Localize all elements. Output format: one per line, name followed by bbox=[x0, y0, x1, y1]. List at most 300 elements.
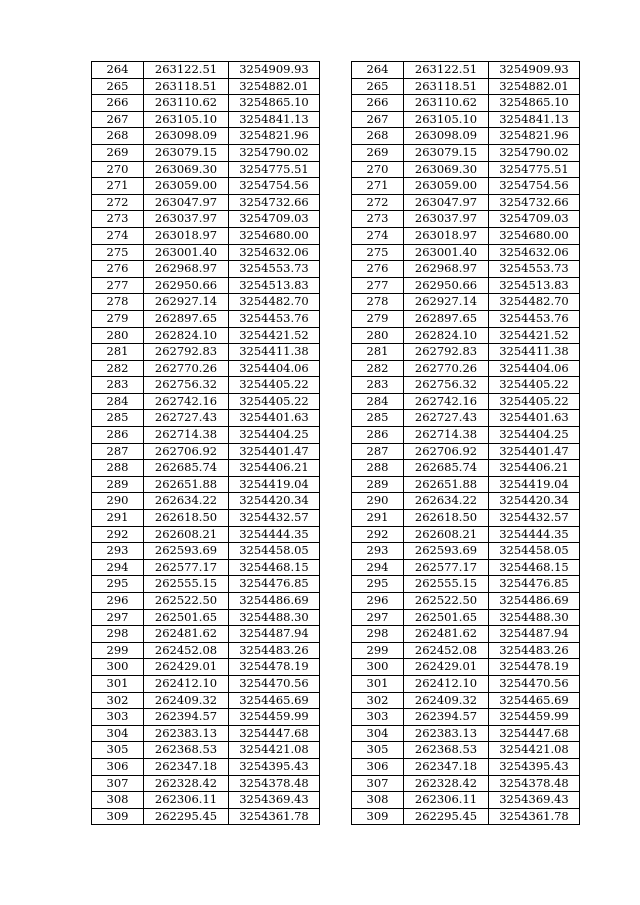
table-row bbox=[352, 593, 580, 610]
table-row bbox=[352, 559, 580, 576]
point-number-cell: 296 bbox=[92, 593, 144, 610]
point-number-cell: 302 bbox=[92, 692, 144, 709]
x-coordinate-cell: 263018.97 bbox=[144, 227, 229, 244]
x-coordinate-cell: 262792.83 bbox=[404, 344, 489, 361]
table-row bbox=[352, 194, 580, 211]
table-row bbox=[352, 626, 580, 643]
point-number-cell: 292 bbox=[92, 526, 144, 543]
table-row bbox=[92, 111, 320, 128]
x-coordinate-cell: 262608.21 bbox=[144, 526, 229, 543]
table-row bbox=[92, 327, 320, 344]
point-number-cell: 301 bbox=[352, 675, 404, 692]
table-row bbox=[92, 443, 320, 460]
y-coordinate-cell: 3254470.56 bbox=[229, 675, 320, 692]
table-row bbox=[352, 427, 580, 444]
point-number-cell: 290 bbox=[92, 493, 144, 510]
point-number-cell: 281 bbox=[352, 344, 404, 361]
point-number-cell: 266 bbox=[92, 95, 144, 112]
table-row bbox=[352, 476, 580, 493]
x-coordinate-cell: 262429.01 bbox=[404, 659, 489, 676]
point-number-cell: 293 bbox=[92, 543, 144, 560]
x-coordinate-cell: 262792.83 bbox=[144, 344, 229, 361]
x-coordinate-cell: 262383.13 bbox=[144, 725, 229, 742]
x-coordinate-cell: 262897.65 bbox=[404, 310, 489, 327]
table-row bbox=[92, 559, 320, 576]
table-row bbox=[92, 758, 320, 775]
x-coordinate-cell: 262295.45 bbox=[404, 808, 489, 825]
y-coordinate-cell: 3254553.73 bbox=[229, 261, 320, 278]
table-row bbox=[352, 161, 580, 178]
x-coordinate-cell: 262706.92 bbox=[144, 443, 229, 460]
x-coordinate-cell: 262306.11 bbox=[404, 792, 489, 809]
point-number-cell: 283 bbox=[92, 377, 144, 394]
y-coordinate-cell: 3254754.56 bbox=[489, 178, 580, 195]
table-row bbox=[352, 460, 580, 477]
table-row bbox=[92, 725, 320, 742]
table-row bbox=[352, 742, 580, 759]
point-number-cell: 284 bbox=[352, 393, 404, 410]
x-coordinate-cell: 263079.15 bbox=[404, 144, 489, 161]
table-row bbox=[352, 144, 580, 161]
point-number-cell: 287 bbox=[352, 443, 404, 460]
point-number-cell: 279 bbox=[92, 310, 144, 327]
y-coordinate-cell: 3254465.69 bbox=[489, 692, 580, 709]
point-number-cell: 298 bbox=[352, 626, 404, 643]
x-coordinate-cell: 262429.01 bbox=[144, 659, 229, 676]
x-coordinate-cell: 262618.50 bbox=[144, 510, 229, 527]
y-coordinate-cell: 3254865.10 bbox=[229, 95, 320, 112]
y-coordinate-cell: 3254487.94 bbox=[489, 626, 580, 643]
point-number-cell: 285 bbox=[352, 410, 404, 427]
table-row bbox=[352, 758, 580, 775]
point-number-cell: 300 bbox=[352, 659, 404, 676]
point-number-cell: 287 bbox=[92, 443, 144, 460]
coordinate-table-right-body bbox=[352, 62, 580, 825]
table-row bbox=[92, 808, 320, 825]
x-coordinate-cell: 262593.69 bbox=[404, 543, 489, 560]
point-number-cell: 309 bbox=[92, 808, 144, 825]
x-coordinate-cell: 263047.97 bbox=[404, 194, 489, 211]
x-coordinate-cell: 262412.10 bbox=[404, 675, 489, 692]
point-number-cell: 301 bbox=[92, 675, 144, 692]
y-coordinate-cell: 3254401.47 bbox=[489, 443, 580, 460]
x-coordinate-cell: 262368.53 bbox=[404, 742, 489, 759]
x-coordinate-cell: 262634.22 bbox=[144, 493, 229, 510]
point-number-cell: 278 bbox=[352, 294, 404, 311]
y-coordinate-cell: 3254775.51 bbox=[489, 161, 580, 178]
point-number-cell: 309 bbox=[352, 808, 404, 825]
x-coordinate-cell: 263079.15 bbox=[144, 144, 229, 161]
point-number-cell: 308 bbox=[92, 792, 144, 809]
table-row bbox=[352, 62, 580, 79]
x-coordinate-cell: 262383.13 bbox=[404, 725, 489, 742]
y-coordinate-cell: 3254458.05 bbox=[229, 543, 320, 560]
point-number-cell: 305 bbox=[92, 742, 144, 759]
y-coordinate-cell: 3254411.38 bbox=[229, 344, 320, 361]
x-coordinate-cell: 262706.92 bbox=[404, 443, 489, 460]
y-coordinate-cell: 3254470.56 bbox=[489, 675, 580, 692]
y-coordinate-cell: 3254378.48 bbox=[489, 775, 580, 792]
point-number-cell: 272 bbox=[352, 194, 404, 211]
table-row bbox=[352, 111, 580, 128]
x-coordinate-cell: 262452.08 bbox=[144, 642, 229, 659]
x-coordinate-cell: 263059.00 bbox=[144, 178, 229, 195]
table-row bbox=[352, 808, 580, 825]
x-coordinate-cell: 263001.40 bbox=[144, 244, 229, 261]
x-coordinate-cell: 263118.51 bbox=[144, 78, 229, 95]
y-coordinate-cell: 3254865.10 bbox=[489, 95, 580, 112]
point-number-cell: 300 bbox=[92, 659, 144, 676]
y-coordinate-cell: 3254419.04 bbox=[489, 476, 580, 493]
point-number-cell: 275 bbox=[92, 244, 144, 261]
table-row bbox=[352, 244, 580, 261]
x-coordinate-cell: 263110.62 bbox=[144, 95, 229, 112]
y-coordinate-cell: 3254447.68 bbox=[229, 725, 320, 742]
table-row bbox=[92, 294, 320, 311]
x-coordinate-cell: 262347.18 bbox=[404, 758, 489, 775]
y-coordinate-cell: 3254632.06 bbox=[489, 244, 580, 261]
y-coordinate-cell: 3254909.93 bbox=[489, 62, 580, 79]
point-number-cell: 274 bbox=[92, 227, 144, 244]
x-coordinate-cell: 262968.97 bbox=[144, 261, 229, 278]
y-coordinate-cell: 3254821.96 bbox=[489, 128, 580, 145]
y-coordinate-cell: 3254486.69 bbox=[489, 593, 580, 610]
point-number-cell: 290 bbox=[352, 493, 404, 510]
x-coordinate-cell: 262756.32 bbox=[404, 377, 489, 394]
point-number-cell: 291 bbox=[92, 510, 144, 527]
y-coordinate-cell: 3254401.47 bbox=[229, 443, 320, 460]
point-number-cell: 297 bbox=[352, 609, 404, 626]
y-coordinate-cell: 3254405.22 bbox=[229, 377, 320, 394]
point-number-cell: 265 bbox=[352, 78, 404, 95]
y-coordinate-cell: 3254405.22 bbox=[229, 393, 320, 410]
table-row bbox=[92, 675, 320, 692]
y-coordinate-cell: 3254468.15 bbox=[489, 559, 580, 576]
x-coordinate-cell: 262897.65 bbox=[144, 310, 229, 327]
y-coordinate-cell: 3254709.03 bbox=[229, 211, 320, 228]
point-number-cell: 292 bbox=[352, 526, 404, 543]
point-number-cell: 282 bbox=[352, 360, 404, 377]
y-coordinate-cell: 3254680.00 bbox=[229, 227, 320, 244]
point-number-cell: 306 bbox=[92, 758, 144, 775]
point-number-cell: 284 bbox=[92, 393, 144, 410]
table-row bbox=[92, 593, 320, 610]
x-coordinate-cell: 262714.38 bbox=[404, 427, 489, 444]
y-coordinate-cell: 3254447.68 bbox=[489, 725, 580, 742]
y-coordinate-cell: 3254405.22 bbox=[489, 393, 580, 410]
x-coordinate-cell: 262295.45 bbox=[144, 808, 229, 825]
point-number-cell: 304 bbox=[92, 725, 144, 742]
y-coordinate-cell: 3254487.94 bbox=[229, 626, 320, 643]
y-coordinate-cell: 3254369.43 bbox=[229, 792, 320, 809]
table-row bbox=[352, 294, 580, 311]
point-number-cell: 298 bbox=[92, 626, 144, 643]
x-coordinate-cell: 262555.15 bbox=[144, 576, 229, 593]
table-row bbox=[352, 360, 580, 377]
y-coordinate-cell: 3254432.57 bbox=[489, 510, 580, 527]
point-number-cell: 267 bbox=[92, 111, 144, 128]
y-coordinate-cell: 3254483.26 bbox=[489, 642, 580, 659]
y-coordinate-cell: 3254882.01 bbox=[229, 78, 320, 95]
x-coordinate-cell: 263069.30 bbox=[404, 161, 489, 178]
x-coordinate-cell: 262927.14 bbox=[404, 294, 489, 311]
y-coordinate-cell: 3254483.26 bbox=[229, 642, 320, 659]
point-number-cell: 279 bbox=[352, 310, 404, 327]
point-number-cell: 269 bbox=[92, 144, 144, 161]
point-number-cell: 271 bbox=[352, 178, 404, 195]
table-row bbox=[92, 576, 320, 593]
y-coordinate-cell: 3254680.00 bbox=[489, 227, 580, 244]
point-number-cell: 281 bbox=[92, 344, 144, 361]
table-row bbox=[352, 261, 580, 278]
point-number-cell: 288 bbox=[92, 460, 144, 477]
point-number-cell: 294 bbox=[92, 559, 144, 576]
table-row bbox=[352, 178, 580, 195]
y-coordinate-cell: 3254841.13 bbox=[229, 111, 320, 128]
x-coordinate-cell: 263122.51 bbox=[144, 62, 229, 79]
table-row bbox=[352, 310, 580, 327]
table-row bbox=[352, 377, 580, 394]
x-coordinate-cell: 263110.62 bbox=[404, 95, 489, 112]
y-coordinate-cell: 3254732.66 bbox=[229, 194, 320, 211]
y-coordinate-cell: 3254841.13 bbox=[489, 111, 580, 128]
point-number-cell: 289 bbox=[352, 476, 404, 493]
x-coordinate-cell: 262651.88 bbox=[404, 476, 489, 493]
table-row bbox=[92, 709, 320, 726]
point-number-cell: 283 bbox=[352, 377, 404, 394]
table-row bbox=[92, 161, 320, 178]
point-number-cell: 305 bbox=[352, 742, 404, 759]
y-coordinate-cell: 3254458.05 bbox=[489, 543, 580, 560]
x-coordinate-cell: 262328.42 bbox=[144, 775, 229, 792]
y-coordinate-cell: 3254882.01 bbox=[489, 78, 580, 95]
y-coordinate-cell: 3254406.21 bbox=[229, 460, 320, 477]
point-number-cell: 264 bbox=[92, 62, 144, 79]
x-coordinate-cell: 262412.10 bbox=[144, 675, 229, 692]
table-row bbox=[352, 543, 580, 560]
x-coordinate-cell: 262409.32 bbox=[404, 692, 489, 709]
table-row bbox=[92, 427, 320, 444]
point-number-cell: 295 bbox=[92, 576, 144, 593]
point-number-cell: 267 bbox=[352, 111, 404, 128]
y-coordinate-cell: 3254478.19 bbox=[229, 659, 320, 676]
y-coordinate-cell: 3254465.69 bbox=[229, 692, 320, 709]
point-number-cell: 276 bbox=[352, 261, 404, 278]
y-coordinate-cell: 3254790.02 bbox=[229, 144, 320, 161]
y-coordinate-cell: 3254378.48 bbox=[229, 775, 320, 792]
y-coordinate-cell: 3254488.30 bbox=[489, 609, 580, 626]
point-number-cell: 295 bbox=[352, 576, 404, 593]
table-row bbox=[352, 443, 580, 460]
x-coordinate-cell: 262306.11 bbox=[144, 792, 229, 809]
x-coordinate-cell: 262770.26 bbox=[144, 360, 229, 377]
point-number-cell: 307 bbox=[92, 775, 144, 792]
table-row bbox=[92, 609, 320, 626]
y-coordinate-cell: 3254401.63 bbox=[489, 410, 580, 427]
x-coordinate-cell: 262824.10 bbox=[144, 327, 229, 344]
y-coordinate-cell: 3254453.76 bbox=[489, 310, 580, 327]
point-number-cell: 294 bbox=[352, 559, 404, 576]
x-coordinate-cell: 263037.97 bbox=[404, 211, 489, 228]
table-row bbox=[92, 526, 320, 543]
x-coordinate-cell: 262555.15 bbox=[404, 576, 489, 593]
table-row bbox=[352, 576, 580, 593]
point-number-cell: 299 bbox=[92, 642, 144, 659]
point-number-cell: 289 bbox=[92, 476, 144, 493]
table-row bbox=[92, 144, 320, 161]
table-row bbox=[352, 128, 580, 145]
table-row bbox=[92, 344, 320, 361]
point-number-cell: 306 bbox=[352, 758, 404, 775]
point-number-cell: 296 bbox=[352, 593, 404, 610]
x-coordinate-cell: 263122.51 bbox=[404, 62, 489, 79]
y-coordinate-cell: 3254459.99 bbox=[489, 709, 580, 726]
table-row bbox=[92, 178, 320, 195]
table-row bbox=[92, 626, 320, 643]
y-coordinate-cell: 3254406.21 bbox=[489, 460, 580, 477]
y-coordinate-cell: 3254420.34 bbox=[489, 493, 580, 510]
y-coordinate-cell: 3254513.83 bbox=[489, 277, 580, 294]
x-coordinate-cell: 263018.97 bbox=[404, 227, 489, 244]
point-number-cell: 268 bbox=[92, 128, 144, 145]
x-coordinate-cell: 262727.43 bbox=[144, 410, 229, 427]
point-number-cell: 280 bbox=[92, 327, 144, 344]
point-number-cell: 278 bbox=[92, 294, 144, 311]
y-coordinate-cell: 3254421.52 bbox=[489, 327, 580, 344]
x-coordinate-cell: 262634.22 bbox=[404, 493, 489, 510]
x-coordinate-cell: 262577.17 bbox=[404, 559, 489, 576]
table-row bbox=[352, 526, 580, 543]
point-number-cell: 293 bbox=[352, 543, 404, 560]
point-number-cell: 273 bbox=[352, 211, 404, 228]
table-row bbox=[92, 211, 320, 228]
table-row bbox=[92, 792, 320, 809]
y-coordinate-cell: 3254421.52 bbox=[229, 327, 320, 344]
point-number-cell: 265 bbox=[92, 78, 144, 95]
point-number-cell: 286 bbox=[92, 427, 144, 444]
table-row bbox=[92, 78, 320, 95]
y-coordinate-cell: 3254476.85 bbox=[489, 576, 580, 593]
table-row bbox=[352, 725, 580, 742]
x-coordinate-cell: 262501.65 bbox=[144, 609, 229, 626]
table-row bbox=[92, 393, 320, 410]
x-coordinate-cell: 262452.08 bbox=[404, 642, 489, 659]
x-coordinate-cell: 263037.97 bbox=[144, 211, 229, 228]
table-row bbox=[92, 642, 320, 659]
table-row bbox=[352, 344, 580, 361]
y-coordinate-cell: 3254482.70 bbox=[229, 294, 320, 311]
table-row bbox=[92, 659, 320, 676]
x-coordinate-cell: 262651.88 bbox=[144, 476, 229, 493]
x-coordinate-cell: 262685.74 bbox=[404, 460, 489, 477]
table-row bbox=[92, 493, 320, 510]
x-coordinate-cell: 262950.66 bbox=[404, 277, 489, 294]
table-row bbox=[352, 227, 580, 244]
table-row bbox=[92, 775, 320, 792]
x-coordinate-cell: 263105.10 bbox=[144, 111, 229, 128]
table-row bbox=[352, 675, 580, 692]
table-row bbox=[92, 310, 320, 327]
point-number-cell: 308 bbox=[352, 792, 404, 809]
table-row bbox=[352, 609, 580, 626]
y-coordinate-cell: 3254790.02 bbox=[489, 144, 580, 161]
point-number-cell: 282 bbox=[92, 360, 144, 377]
y-coordinate-cell: 3254453.76 bbox=[229, 310, 320, 327]
x-coordinate-cell: 262685.74 bbox=[144, 460, 229, 477]
y-coordinate-cell: 3254488.30 bbox=[229, 609, 320, 626]
x-coordinate-cell: 262770.26 bbox=[404, 360, 489, 377]
x-coordinate-cell: 262328.42 bbox=[404, 775, 489, 792]
table-row bbox=[92, 460, 320, 477]
table-row bbox=[92, 476, 320, 493]
x-coordinate-cell: 263047.97 bbox=[144, 194, 229, 211]
y-coordinate-cell: 3254404.25 bbox=[229, 427, 320, 444]
x-coordinate-cell: 263098.09 bbox=[404, 128, 489, 145]
coordinate-table-left bbox=[91, 61, 320, 825]
y-coordinate-cell: 3254468.15 bbox=[229, 559, 320, 576]
point-number-cell: 303 bbox=[352, 709, 404, 726]
coordinate-table-left-body bbox=[92, 62, 320, 825]
table-row bbox=[92, 261, 320, 278]
y-coordinate-cell: 3254421.08 bbox=[489, 742, 580, 759]
coordinate-table-right bbox=[351, 61, 580, 825]
x-coordinate-cell: 262409.32 bbox=[144, 692, 229, 709]
x-coordinate-cell: 262522.50 bbox=[144, 593, 229, 610]
x-coordinate-cell: 262950.66 bbox=[144, 277, 229, 294]
x-coordinate-cell: 262618.50 bbox=[404, 510, 489, 527]
table-row bbox=[352, 642, 580, 659]
y-coordinate-cell: 3254732.66 bbox=[489, 194, 580, 211]
point-number-cell: 285 bbox=[92, 410, 144, 427]
table-row bbox=[92, 692, 320, 709]
point-number-cell: 270 bbox=[92, 161, 144, 178]
x-coordinate-cell: 263105.10 bbox=[404, 111, 489, 128]
table-row bbox=[352, 78, 580, 95]
y-coordinate-cell: 3254553.73 bbox=[489, 261, 580, 278]
table-row bbox=[92, 510, 320, 527]
point-number-cell: 297 bbox=[92, 609, 144, 626]
table-row bbox=[352, 510, 580, 527]
table-row bbox=[92, 360, 320, 377]
y-coordinate-cell: 3254476.85 bbox=[229, 576, 320, 593]
x-coordinate-cell: 262577.17 bbox=[144, 559, 229, 576]
x-coordinate-cell: 262368.53 bbox=[144, 742, 229, 759]
point-number-cell: 276 bbox=[92, 261, 144, 278]
y-coordinate-cell: 3254909.93 bbox=[229, 62, 320, 79]
y-coordinate-cell: 3254821.96 bbox=[229, 128, 320, 145]
point-number-cell: 303 bbox=[92, 709, 144, 726]
x-coordinate-cell: 262593.69 bbox=[144, 543, 229, 560]
x-coordinate-cell: 262501.65 bbox=[404, 609, 489, 626]
table-row bbox=[92, 742, 320, 759]
point-number-cell: 271 bbox=[92, 178, 144, 195]
y-coordinate-cell: 3254754.56 bbox=[229, 178, 320, 195]
y-coordinate-cell: 3254444.35 bbox=[489, 526, 580, 543]
point-number-cell: 302 bbox=[352, 692, 404, 709]
y-coordinate-cell: 3254401.63 bbox=[229, 410, 320, 427]
x-coordinate-cell: 263059.00 bbox=[404, 178, 489, 195]
table-row bbox=[92, 227, 320, 244]
y-coordinate-cell: 3254486.69 bbox=[229, 593, 320, 610]
point-number-cell: 272 bbox=[92, 194, 144, 211]
table-row bbox=[352, 792, 580, 809]
x-coordinate-cell: 262824.10 bbox=[404, 327, 489, 344]
table-row bbox=[92, 194, 320, 211]
table-row bbox=[352, 277, 580, 294]
y-coordinate-cell: 3254459.99 bbox=[229, 709, 320, 726]
point-number-cell: 274 bbox=[352, 227, 404, 244]
point-number-cell: 299 bbox=[352, 642, 404, 659]
